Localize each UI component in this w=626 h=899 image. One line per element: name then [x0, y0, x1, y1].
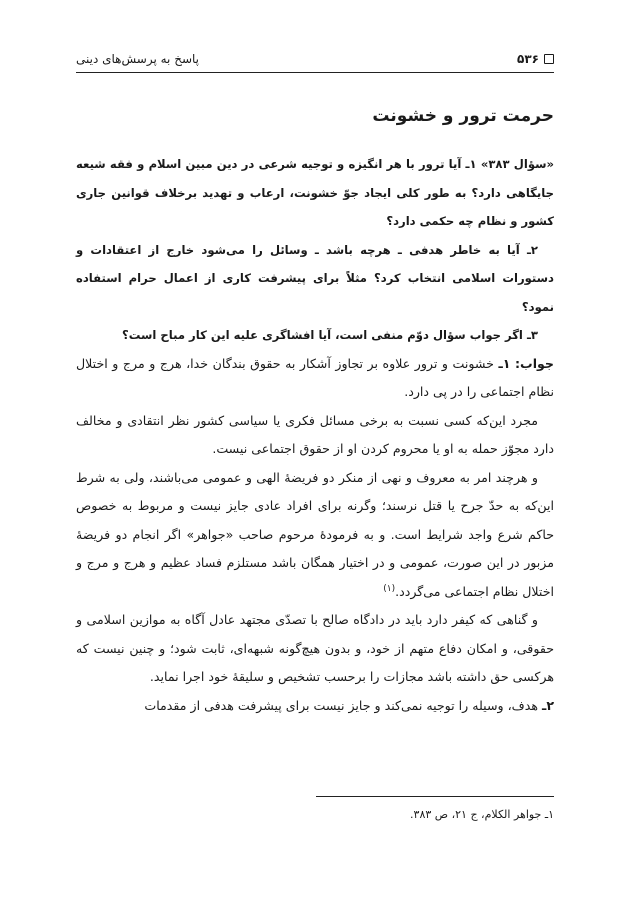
answer-paragraph-1: [76, 350, 554, 407]
answer-paragraph-4: و گناهی که کیفر دارد باید در دادگاه صالح با تصدّی مجتهد عادل آگاه به موازین اسلامی و حقوقی، و امکان دفاع متهم از خود، و بدون هیچ‌گونه شبهه‌ای، ثابت شود؛ و چنین نیست که هرکسی حق داشته باشد مجازات را برحسب تشخیص و سلیقهٔ خود اجرا نماید.: [76, 612, 554, 684]
page-body: [76, 104, 554, 720]
answer-paragraph-1-text: خشونت و ترور علاوه بر تجاوز آشکار به حقوق بندگان خدا، هرج و مرج و اختلال نظام اجتماعی را در پی دارد.: [76, 355, 554, 399]
footnote-reference[interactable]: (۱): [383, 583, 396, 594]
answer-paragraph-5-text: هدف، وسیله را توجیه نمی‌کند و جایز نیست برای پیشرفت هدفی از مقدمات: [144, 697, 542, 713]
running-title: پاسخ به پرسش‌های دینی: [76, 52, 200, 66]
running-header: [76, 48, 554, 70]
question-3: ۳ـ اگر جواب سؤال دوّم منفی است، آیا افشاگری علیه این کار مباح است؟: [121, 328, 538, 342]
square-bullet-icon: [544, 54, 554, 64]
section-title: حرمت ترور و خشونت: [372, 106, 554, 126]
answer-paragraph-3: [76, 464, 554, 607]
page-number: ۵۳۶: [517, 52, 539, 66]
page-number-group: [517, 52, 554, 66]
header-divider: [76, 72, 554, 73]
question-1-text: ۱ـ آیا ترور با هر انگیزه و توجیه شرعی در دین مبین اسلام و فقه شیعه جایگاهی دارد؟ به طور کلی ایجاد جوّ خشونت، ارعاب و تهدید برخلاف قوانین جاری کشور و نظام چه حکمی دارد؟: [76, 157, 554, 228]
question-number: «سؤال ۳۸۳»: [480, 157, 554, 171]
question-1: [76, 150, 554, 236]
answer-paragraph-3-text: و هرچند امر به معروف و نهی از منکر دو فریضهٔ الهی و عمومی می‌باشند، ولی به شرط این‌که به حدّ جرح یا قتل نرسند؛ وگرنه برای افراد عادی جایز نیست و مربوط به خصوص حاکم شرع واجد شرایط است. و به فرمودهٔ مرحوم صاحب «جواهر» اگر انجام دو فریضهٔ مزبور در این صورت، عمومی و در اختیار همگان باشد مستلزم فساد عظیم و هرج و مرج و اختلال نظام اجتماعی می‌گردد.: [76, 469, 554, 599]
answer-paragraph-5: [76, 692, 554, 721]
answer-paragraph-2: مجرد این‌که کسی نسبت به برخی مسائل فکری یا سیاسی کشور نظر انتقادی و مخالف دارد مجوّز حمله به او یا محروم کردن او از حقوق اجتماعی نیست.: [76, 412, 554, 456]
answer-label: جواب:: [515, 355, 554, 371]
answer-number-2: ۲ـ: [542, 697, 554, 713]
footnote: ۱ـ جواهر الکلام، ج ۲۱، ص ۳۸۳.: [410, 808, 554, 821]
question-2: ۲ـ آیا به خاطر هدفی ـ هرچه باشد ـ وسائل را می‌شود خارج از اعتقادات و دستورات اسلامی انتخاب کرد؟ مثلاً برای پیشرفت کاری از اعمال حرام استفاده نمود؟: [76, 242, 554, 314]
answer-number-1: ۱ـ: [498, 355, 511, 371]
footnote-divider: [316, 796, 554, 797]
